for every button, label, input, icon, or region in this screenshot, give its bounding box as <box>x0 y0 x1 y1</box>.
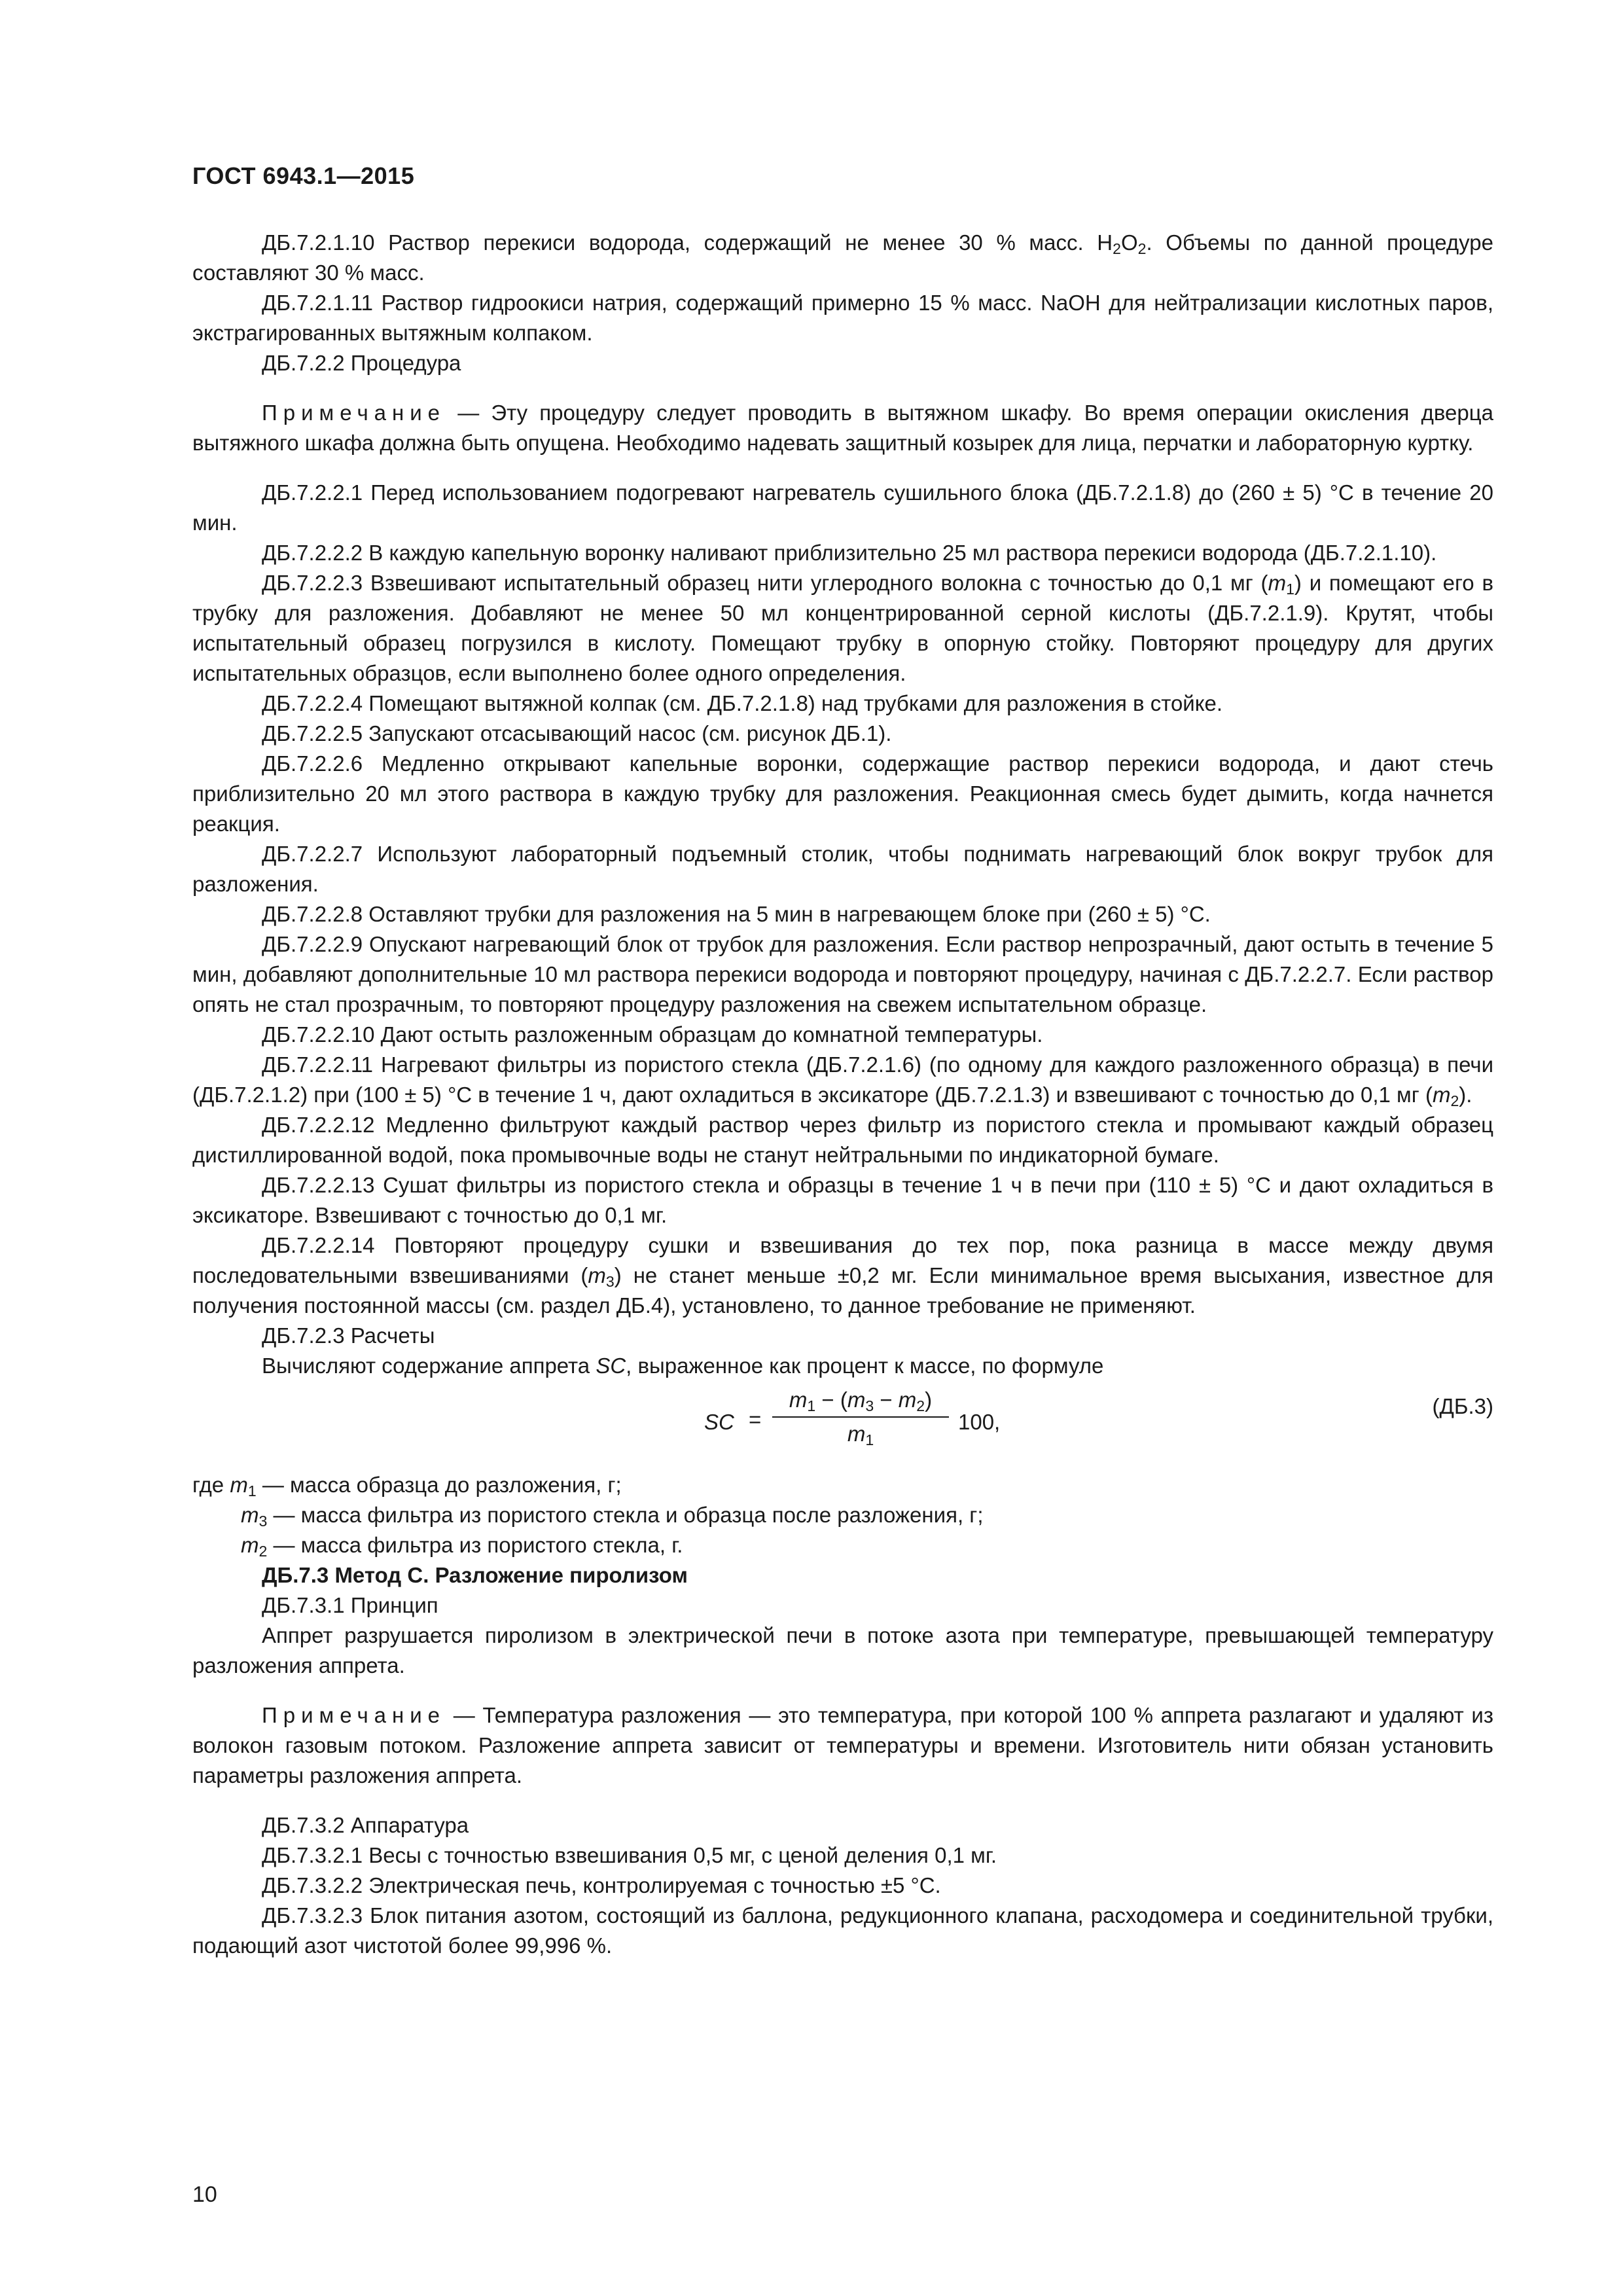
note-decomposition: Примечание — Температура разложения — это температура, при которой 100 % аппрета разлагают и удаляют из волокон газовым потоком. Разложение аппрета зависит от температуры и времени. Изготовитель нити обязан установить параметры разложения аппрета. <box>192 1703 1493 1787</box>
paragraph-db-7-2-2-6: ДБ.7.2.2.6 Медленно открывают капельные воронки, содержащие раствор перекиси водорода, и дают стечь приблизительно 20 мл этого раствора в каждую трубку для разложения. Реакционная смесь будет дымить, когда начнется реакция. <box>192 751 1493 836</box>
paragraph-db-7-2-2-14: ДБ.7.2.2.14 Повторяют процедуру сушки и взвешивания до тех пор, пока разница в массе между двумя последовательными взвешиваниями $(m_3)$ не станет меньше ±0,2 мг. Если минимальное время высыхания, известное для получения постоянной массы (см. раздел ДБ.4), установлено, то данное требование не применяют. <box>192 1233 1494 1318</box>
paragraph-db-7-2-2-8: ДБ.7.2.2.8 Оставляют трубки для разложения на 5 мин в нагревающем блоке при (260 ± 5) °С. <box>262 902 1211 926</box>
formula-db-3 <box>192 1385 1493 1463</box>
formula-numerator: $m_1 - (m_3 - m_2)$ <box>772 1385 949 1418</box>
paragraph-db-7-2-2-4: ДБ.7.2.2.4 Помещают вытяжной колпак (см. ДБ.7.2.1.8) над трубками для разложения в стойке. <box>262 691 1223 715</box>
legend-m1: где $m_1$ — масса образца до разложения, г; <box>192 1473 622 1499</box>
formula-multiplier: 100, <box>958 1410 1001 1434</box>
paragraph-db-7-2-2-1: ДБ.7.2.2.1 Перед использованием подогревают нагреватель сушильного блока (ДБ.7.2.1.8) до (260 ± 5) °С в течение 20 мин. <box>192 480 1493 535</box>
note-label: Примечание <box>262 1703 446 1727</box>
paragraph-db-7-3-2-3: ДБ.7.3.2.3 Блок питания азотом, состоящий из баллона, редукционного клапана, расходомера и соединительной трубки, подающий азот чистотой более 99,996 %. <box>192 1903 1493 1958</box>
heading-apparatus: ДБ.7.3.2 Аппаратура <box>262 1813 469 1837</box>
formula-equals: = <box>749 1407 762 1431</box>
document-header: ГОСТ 6943.1—2015 <box>192 162 415 189</box>
legend-m2: $m_2$ — масса фильтра из пористого стекла, г. <box>241 1533 683 1560</box>
formula-denominator: $m_1$ <box>847 1422 874 1448</box>
paragraph-db-7-2-2-2: ДБ.7.2.2.2 В каждую капельную воронку наливают приблизительно 25 мл раствора перекиси водорода (ДБ.7.2.1.10). <box>262 541 1437 565</box>
paragraph-db-7-2-2-10: ДБ.7.2.2.10 Дают остыть разложенным образцам до комнатной температуры. <box>262 1022 1043 1047</box>
formula-number: (ДБ.3) <box>1432 1394 1493 1418</box>
paragraph-db-7-2-1-10: ДБ.7.2.1.10 Раствор перекиси водорода, содержащий не менее 30 % масс. $H_2O_2$. Объемы по данной процедуре составляют 30 % масс. <box>192 230 1493 285</box>
paragraph-db-7-2-2-7: ДБ.7.2.2.7 Используют лабораторный подъемный столик, чтобы поднимать нагревающий блок вокруг трубок для разложения. <box>192 842 1493 896</box>
page-content <box>192 228 1493 1961</box>
formula-lhs: SC <box>704 1410 734 1434</box>
legend-m3: $m_3$ — масса фильтра из пористого стекла и образца после разложения, г; <box>241 1503 984 1530</box>
paragraph-db-7-2-1-11: ДБ.7.2.1.11 Раствор гидроокиси натрия, содержащий примерно 15 % масс. NaOH для нейтрализации кислотных паров, экстрагированных вытяжным колпаком. <box>192 291 1493 345</box>
paragraph-db-7-2-2-13: ДБ.7.2.2.13 Сушат фильтры из пористого стекла и образцы в течение 1 ч в печи при (110 ± 5) °С и дают охладиться в эксикаторе. Взвешивают с точностью до 0,1 мг. <box>192 1173 1493 1227</box>
page-number: 10 <box>192 2182 217 2207</box>
paragraph-db-7-2-2-3: ДБ.7.2.2.3 Взвешивают испытательный образец нити углеродного волокна с точностью до 0,1 мг $(m_1)$ и помещают его в трубку для разложения. Добавляют не менее 50 мл концентрированной серной кислоты (ДБ.7.2.1.9). Крутят, чтобы испытательный образец погрузился в кислоту. Помещают трубку в опорную стойку. Повторяют процедуру для других испытательных образцов, если выполнено более одного определения. <box>192 571 1493 685</box>
heading-calculations: ДБ.7.2.3 Расчеты <box>262 1323 435 1348</box>
paragraph-principle: Аппрет разрушается пиролизом в электрической печи в потоке азота при температуре, превышающей температуру разложения аппрета. <box>192 1623 1493 1677</box>
formula-fraction <box>772 1385 949 1449</box>
paragraph-db-7-2-2-12: ДБ.7.2.2.12 Медленно фильтруют каждый раствор через фильтр из пористого стекла и промывают каждый образец дистиллированной водой, пока промывочные воды не станут нейтральными по индикаторной бумаге. <box>192 1113 1493 1167</box>
paragraph-db-7-3-2-2: ДБ.7.3.2.2 Электрическая печь, контролируемая с точностью ±5 °С. <box>262 1873 941 1897</box>
paragraph-db-7-3-2-1: ДБ.7.3.2.1 Весы с точностью взвешивания 0,5 мг, с ценой деления 0,1 мг. <box>262 1843 997 1867</box>
paragraph-db-7-2-2-5: ДБ.7.2.2.5 Запускают отсасывающий насос (см. рисунок ДБ.1). <box>262 721 892 745</box>
note-label: Примечание <box>262 401 446 425</box>
heading-method-c: ДБ.7.3 Метод С. Разложение пиролизом <box>262 1563 688 1587</box>
heading-procedure: ДБ.7.2.2 Процедура <box>262 351 461 375</box>
paragraph-formula-intro: Вычисляют содержание аппрета SC, выраженное как процент к массе, по формуле <box>262 1354 1104 1378</box>
paragraph-db-7-2-2-11: ДБ.7.2.2.11 Нагревают фильтры из пористого стекла (ДБ.7.2.1.6) (по одному для каждого разложенного образца) в печи (ДБ.7.2.1.2) при (100 ± 5) °С в течение 1 ч, дают охладиться в эксикаторе (ДБ.7.2.1.3) и взвешивают с точностью до 0,1 мг $(m_2)$. <box>192 1052 1493 1109</box>
note-procedure: Примечание — Эту процедуру следует проводить в вытяжном шкафу. Во время операции окисления дверца вытяжного шкафа должна быть опущена. Необходимо надевать защитный козырек для лица, перчатки и лабораторную куртку. <box>192 401 1493 455</box>
heading-principle: ДБ.7.3.1 Принцип <box>262 1593 438 1617</box>
paragraph-db-7-2-2-9: ДБ.7.2.2.9 Опускают нагревающий блок от трубок для разложения. Если раствор непрозрачный, дают остыть в течение 5 мин, добавляют дополнительные 10 мл раствора перекиси водорода и повторяют процедуру, начиная с ДБ.7.2.2.7. Если раствор опять не стал прозрачным, то повторяют процедуру разложения на свежем испытательном образце. <box>192 932 1493 1016</box>
